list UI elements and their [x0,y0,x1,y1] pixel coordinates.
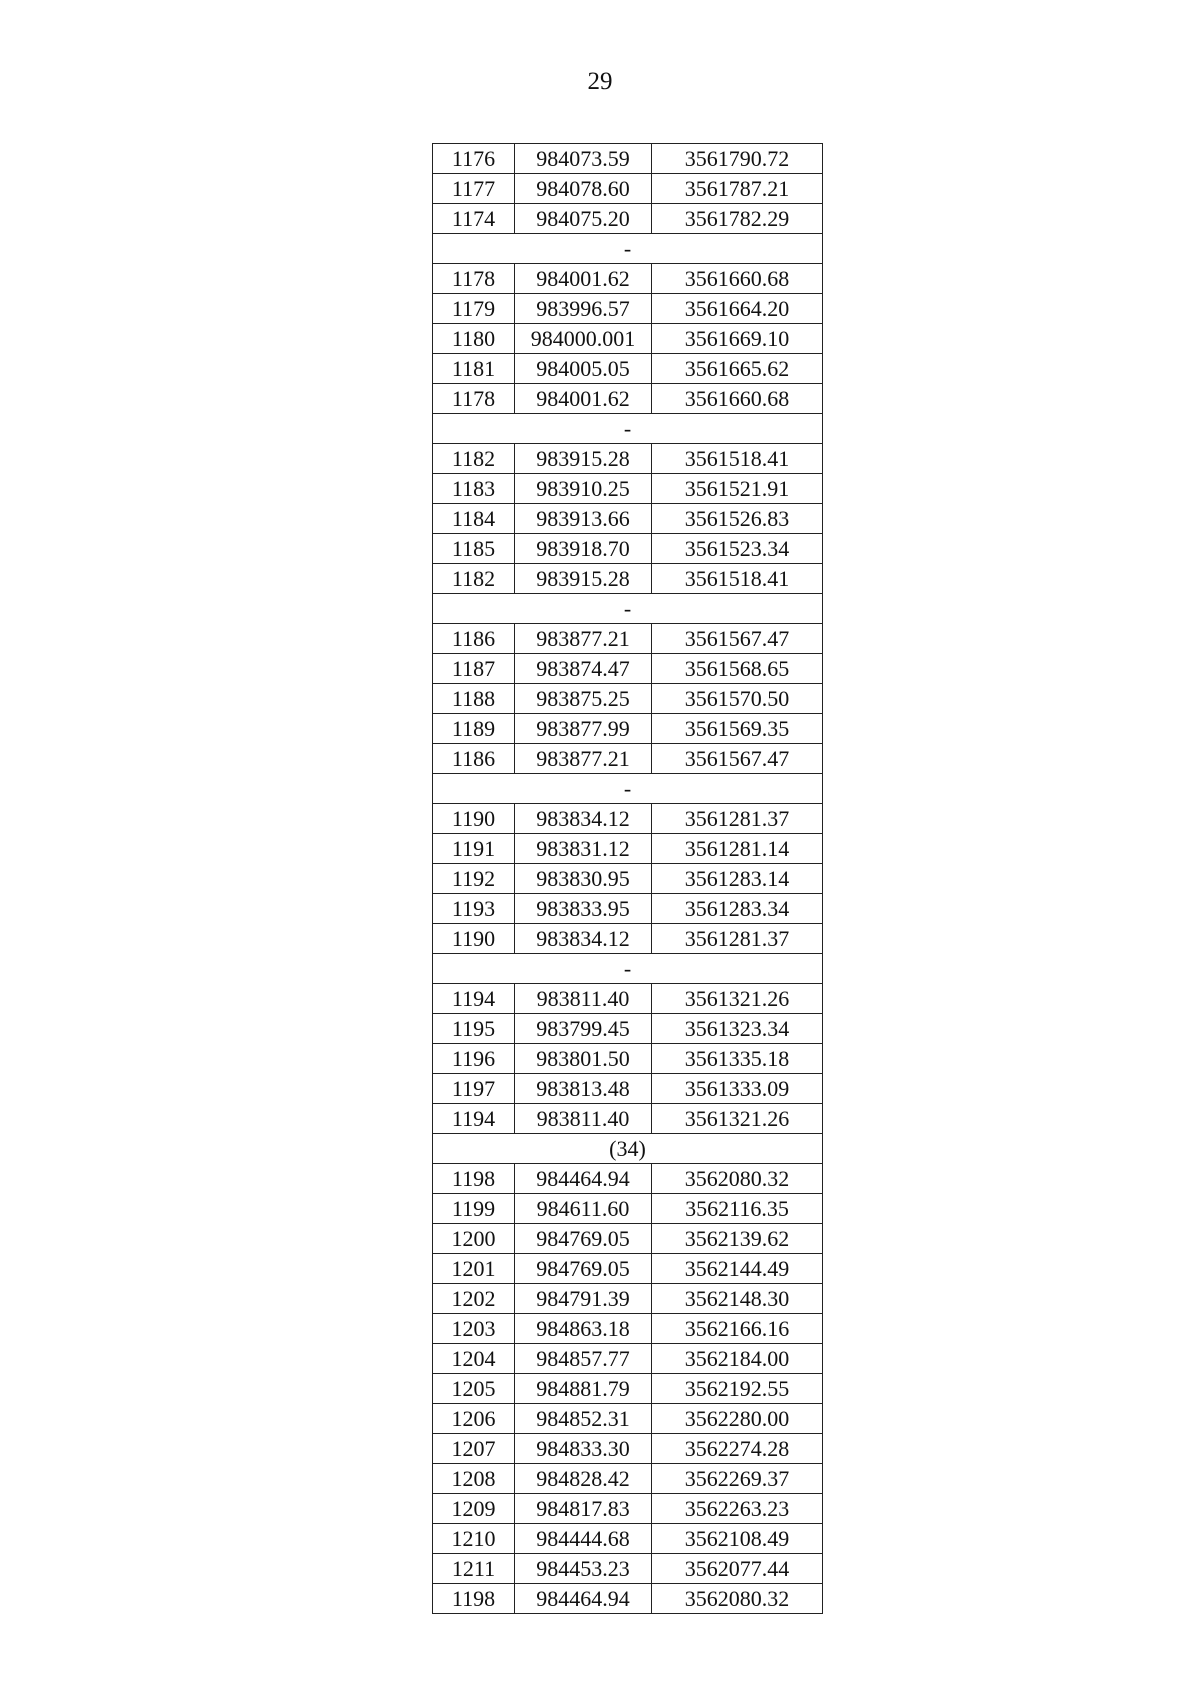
point-id-cell: 1174 [433,204,515,234]
y-coordinate-cell: 3561664.20 [652,294,823,324]
x-coordinate-cell: 984791.39 [515,1284,652,1314]
point-id-cell: 1200 [433,1224,515,1254]
x-coordinate-cell: 984453.23 [515,1554,652,1584]
table-row [433,384,823,414]
point-id-cell: 1193 [433,894,515,924]
x-coordinate-cell: 984833.30 [515,1434,652,1464]
x-coordinate-cell: 983915.28 [515,444,652,474]
point-id-cell: 1209 [433,1494,515,1524]
x-coordinate-cell: 983830.95 [515,864,652,894]
table-separator-row [433,774,823,804]
y-coordinate-cell: 3562192.55 [652,1374,823,1404]
table-row [433,564,823,594]
table-row [433,714,823,744]
point-id-cell: 1179 [433,294,515,324]
x-coordinate-cell: 983811.40 [515,984,652,1014]
separator-label: - [433,594,823,624]
y-coordinate-cell: 3561787.21 [652,174,823,204]
point-id-cell: 1198 [433,1164,515,1194]
point-id-cell: 1206 [433,1404,515,1434]
x-coordinate-cell: 983877.21 [515,744,652,774]
x-coordinate-cell: 984881.79 [515,1374,652,1404]
table-row [433,1284,823,1314]
point-id-cell: 1182 [433,564,515,594]
y-coordinate-cell: 3561335.18 [652,1044,823,1074]
table-row [433,324,823,354]
point-id-cell: 1183 [433,474,515,504]
table-row [433,1374,823,1404]
y-coordinate-cell: 3562280.00 [652,1404,823,1434]
point-id-cell: 1189 [433,714,515,744]
table-row [433,654,823,684]
separator-label: (34) [433,1134,823,1164]
x-coordinate-cell: 984464.94 [515,1164,652,1194]
table-row [433,1254,823,1284]
y-coordinate-cell: 3561333.09 [652,1074,823,1104]
point-id-cell: 1201 [433,1254,515,1284]
x-coordinate-cell: 984078.60 [515,174,652,204]
point-id-cell: 1191 [433,834,515,864]
point-id-cell: 1184 [433,504,515,534]
table-row [433,864,823,894]
point-id-cell: 1190 [433,924,515,954]
point-id-cell: 1187 [433,654,515,684]
x-coordinate-cell: 983877.21 [515,624,652,654]
y-coordinate-cell: 3562116.35 [652,1194,823,1224]
x-coordinate-cell: 983918.70 [515,534,652,564]
point-id-cell: 1180 [433,324,515,354]
table-row [433,1194,823,1224]
x-coordinate-cell: 983813.48 [515,1074,652,1104]
point-id-cell: 1182 [433,444,515,474]
table-separator-row [433,1134,823,1164]
x-coordinate-cell: 983834.12 [515,924,652,954]
point-id-cell: 1208 [433,1464,515,1494]
y-coordinate-cell: 3561518.41 [652,444,823,474]
point-id-cell: 1204 [433,1344,515,1374]
table-row [433,1494,823,1524]
table-row [433,1584,823,1614]
x-coordinate-cell: 984001.62 [515,264,652,294]
table-row [433,1344,823,1374]
y-coordinate-cell: 3561526.83 [652,504,823,534]
table-row [433,444,823,474]
table-row [433,624,823,654]
y-coordinate-cell: 3561790.72 [652,144,823,174]
y-coordinate-cell: 3561523.34 [652,534,823,564]
table-row [433,474,823,504]
table-row [433,744,823,774]
x-coordinate-cell: 983877.99 [515,714,652,744]
table-row [433,834,823,864]
x-coordinate-cell: 984464.94 [515,1584,652,1614]
point-id-cell: 1210 [433,1524,515,1554]
x-coordinate-cell: 983875.25 [515,684,652,714]
y-coordinate-cell: 3562080.32 [652,1164,823,1194]
x-coordinate-cell: 984857.77 [515,1344,652,1374]
table-row [433,144,823,174]
x-coordinate-cell: 984828.42 [515,1464,652,1494]
x-coordinate-cell: 984769.05 [515,1254,652,1284]
table-separator-row [433,234,823,264]
table-row [433,1314,823,1344]
coordinates-table-body [433,144,823,1614]
y-coordinate-cell: 3561521.91 [652,474,823,504]
y-coordinate-cell: 3561665.62 [652,354,823,384]
point-id-cell: 1194 [433,984,515,1014]
table-row [433,204,823,234]
y-coordinate-cell: 3561669.10 [652,324,823,354]
table-separator-row [433,594,823,624]
x-coordinate-cell: 983996.57 [515,294,652,324]
x-coordinate-cell: 983799.45 [515,1014,652,1044]
table-separator-row [433,954,823,984]
point-id-cell: 1196 [433,1044,515,1074]
y-coordinate-cell: 3561281.14 [652,834,823,864]
y-coordinate-cell: 3561283.34 [652,894,823,924]
point-id-cell: 1197 [433,1074,515,1104]
page-number: 29 [587,68,613,95]
x-coordinate-cell: 984005.05 [515,354,652,384]
y-coordinate-cell: 3562148.30 [652,1284,823,1314]
table-row [433,504,823,534]
point-id-cell: 1178 [433,264,515,294]
table-row [433,354,823,384]
separator-label: - [433,774,823,804]
table-row [433,1524,823,1554]
point-id-cell: 1205 [433,1374,515,1404]
x-coordinate-cell: 984863.18 [515,1314,652,1344]
x-coordinate-cell: 983874.47 [515,654,652,684]
point-id-cell: 1198 [433,1584,515,1614]
y-coordinate-cell: 3561782.29 [652,204,823,234]
table-row [433,924,823,954]
point-id-cell: 1177 [433,174,515,204]
point-id-cell: 1203 [433,1314,515,1344]
y-coordinate-cell: 3561321.26 [652,984,823,1014]
separator-label: - [433,414,823,444]
y-coordinate-cell: 3561281.37 [652,804,823,834]
point-id-cell: 1190 [433,804,515,834]
table-row [433,534,823,564]
y-coordinate-cell: 3561567.47 [652,624,823,654]
x-coordinate-cell: 984444.68 [515,1524,652,1554]
y-coordinate-cell: 3561323.34 [652,1014,823,1044]
coordinates-table [432,143,823,1614]
point-id-cell: 1186 [433,744,515,774]
table-row [433,1224,823,1254]
x-coordinate-cell: 983833.95 [515,894,652,924]
x-coordinate-cell: 984001.62 [515,384,652,414]
y-coordinate-cell: 3562139.62 [652,1224,823,1254]
y-coordinate-cell: 3561569.35 [652,714,823,744]
table-row [433,174,823,204]
point-id-cell: 1199 [433,1194,515,1224]
table-row [433,894,823,924]
table-row [433,684,823,714]
y-coordinate-cell: 3561570.50 [652,684,823,714]
point-id-cell: 1194 [433,1104,515,1134]
x-coordinate-cell: 983834.12 [515,804,652,834]
table-row [433,294,823,324]
table-row [433,1434,823,1464]
x-coordinate-cell: 983913.66 [515,504,652,534]
table-row [433,984,823,1014]
x-coordinate-cell: 984817.83 [515,1494,652,1524]
table-row [433,1554,823,1584]
y-coordinate-cell: 3561660.68 [652,384,823,414]
table-row [433,264,823,294]
y-coordinate-cell: 3562077.44 [652,1554,823,1584]
point-id-cell: 1176 [433,144,515,174]
point-id-cell: 1192 [433,864,515,894]
x-coordinate-cell: 984611.60 [515,1194,652,1224]
x-coordinate-cell: 983811.40 [515,1104,652,1134]
y-coordinate-cell: 3561660.68 [652,264,823,294]
x-coordinate-cell: 984075.20 [515,204,652,234]
point-id-cell: 1188 [433,684,515,714]
table-row [433,1104,823,1134]
y-coordinate-cell: 3562108.49 [652,1524,823,1554]
separator-label: - [433,954,823,984]
y-coordinate-cell: 3561518.41 [652,564,823,594]
y-coordinate-cell: 3561281.37 [652,924,823,954]
y-coordinate-cell: 3562263.23 [652,1494,823,1524]
point-id-cell: 1185 [433,534,515,564]
table-row [433,1164,823,1194]
x-coordinate-cell: 984073.59 [515,144,652,174]
point-id-cell: 1207 [433,1434,515,1464]
y-coordinate-cell: 3562144.49 [652,1254,823,1284]
y-coordinate-cell: 3561283.14 [652,864,823,894]
y-coordinate-cell: 3562274.28 [652,1434,823,1464]
table-row [433,1464,823,1494]
table-row [433,1044,823,1074]
x-coordinate-cell: 984852.31 [515,1404,652,1434]
point-id-cell: 1202 [433,1284,515,1314]
y-coordinate-cell: 3561321.26 [652,1104,823,1134]
table-row [433,1014,823,1044]
x-coordinate-cell: 984000.001 [515,324,652,354]
x-coordinate-cell: 983910.25 [515,474,652,504]
x-coordinate-cell: 983831.12 [515,834,652,864]
separator-label: - [433,234,823,264]
point-id-cell: 1195 [433,1014,515,1044]
table-row [433,804,823,834]
y-coordinate-cell: 3562080.32 [652,1584,823,1614]
point-id-cell: 1211 [433,1554,515,1584]
point-id-cell: 1186 [433,624,515,654]
x-coordinate-cell: 983801.50 [515,1044,652,1074]
point-id-cell: 1178 [433,384,515,414]
x-coordinate-cell: 983915.28 [515,564,652,594]
y-coordinate-cell: 3562269.37 [652,1464,823,1494]
y-coordinate-cell: 3561568.65 [652,654,823,684]
x-coordinate-cell: 984769.05 [515,1224,652,1254]
y-coordinate-cell: 3561567.47 [652,744,823,774]
table-row [433,1074,823,1104]
y-coordinate-cell: 3562166.16 [652,1314,823,1344]
table-separator-row [433,414,823,444]
table-row [433,1404,823,1434]
point-id-cell: 1181 [433,354,515,384]
y-coordinate-cell: 3562184.00 [652,1344,823,1374]
